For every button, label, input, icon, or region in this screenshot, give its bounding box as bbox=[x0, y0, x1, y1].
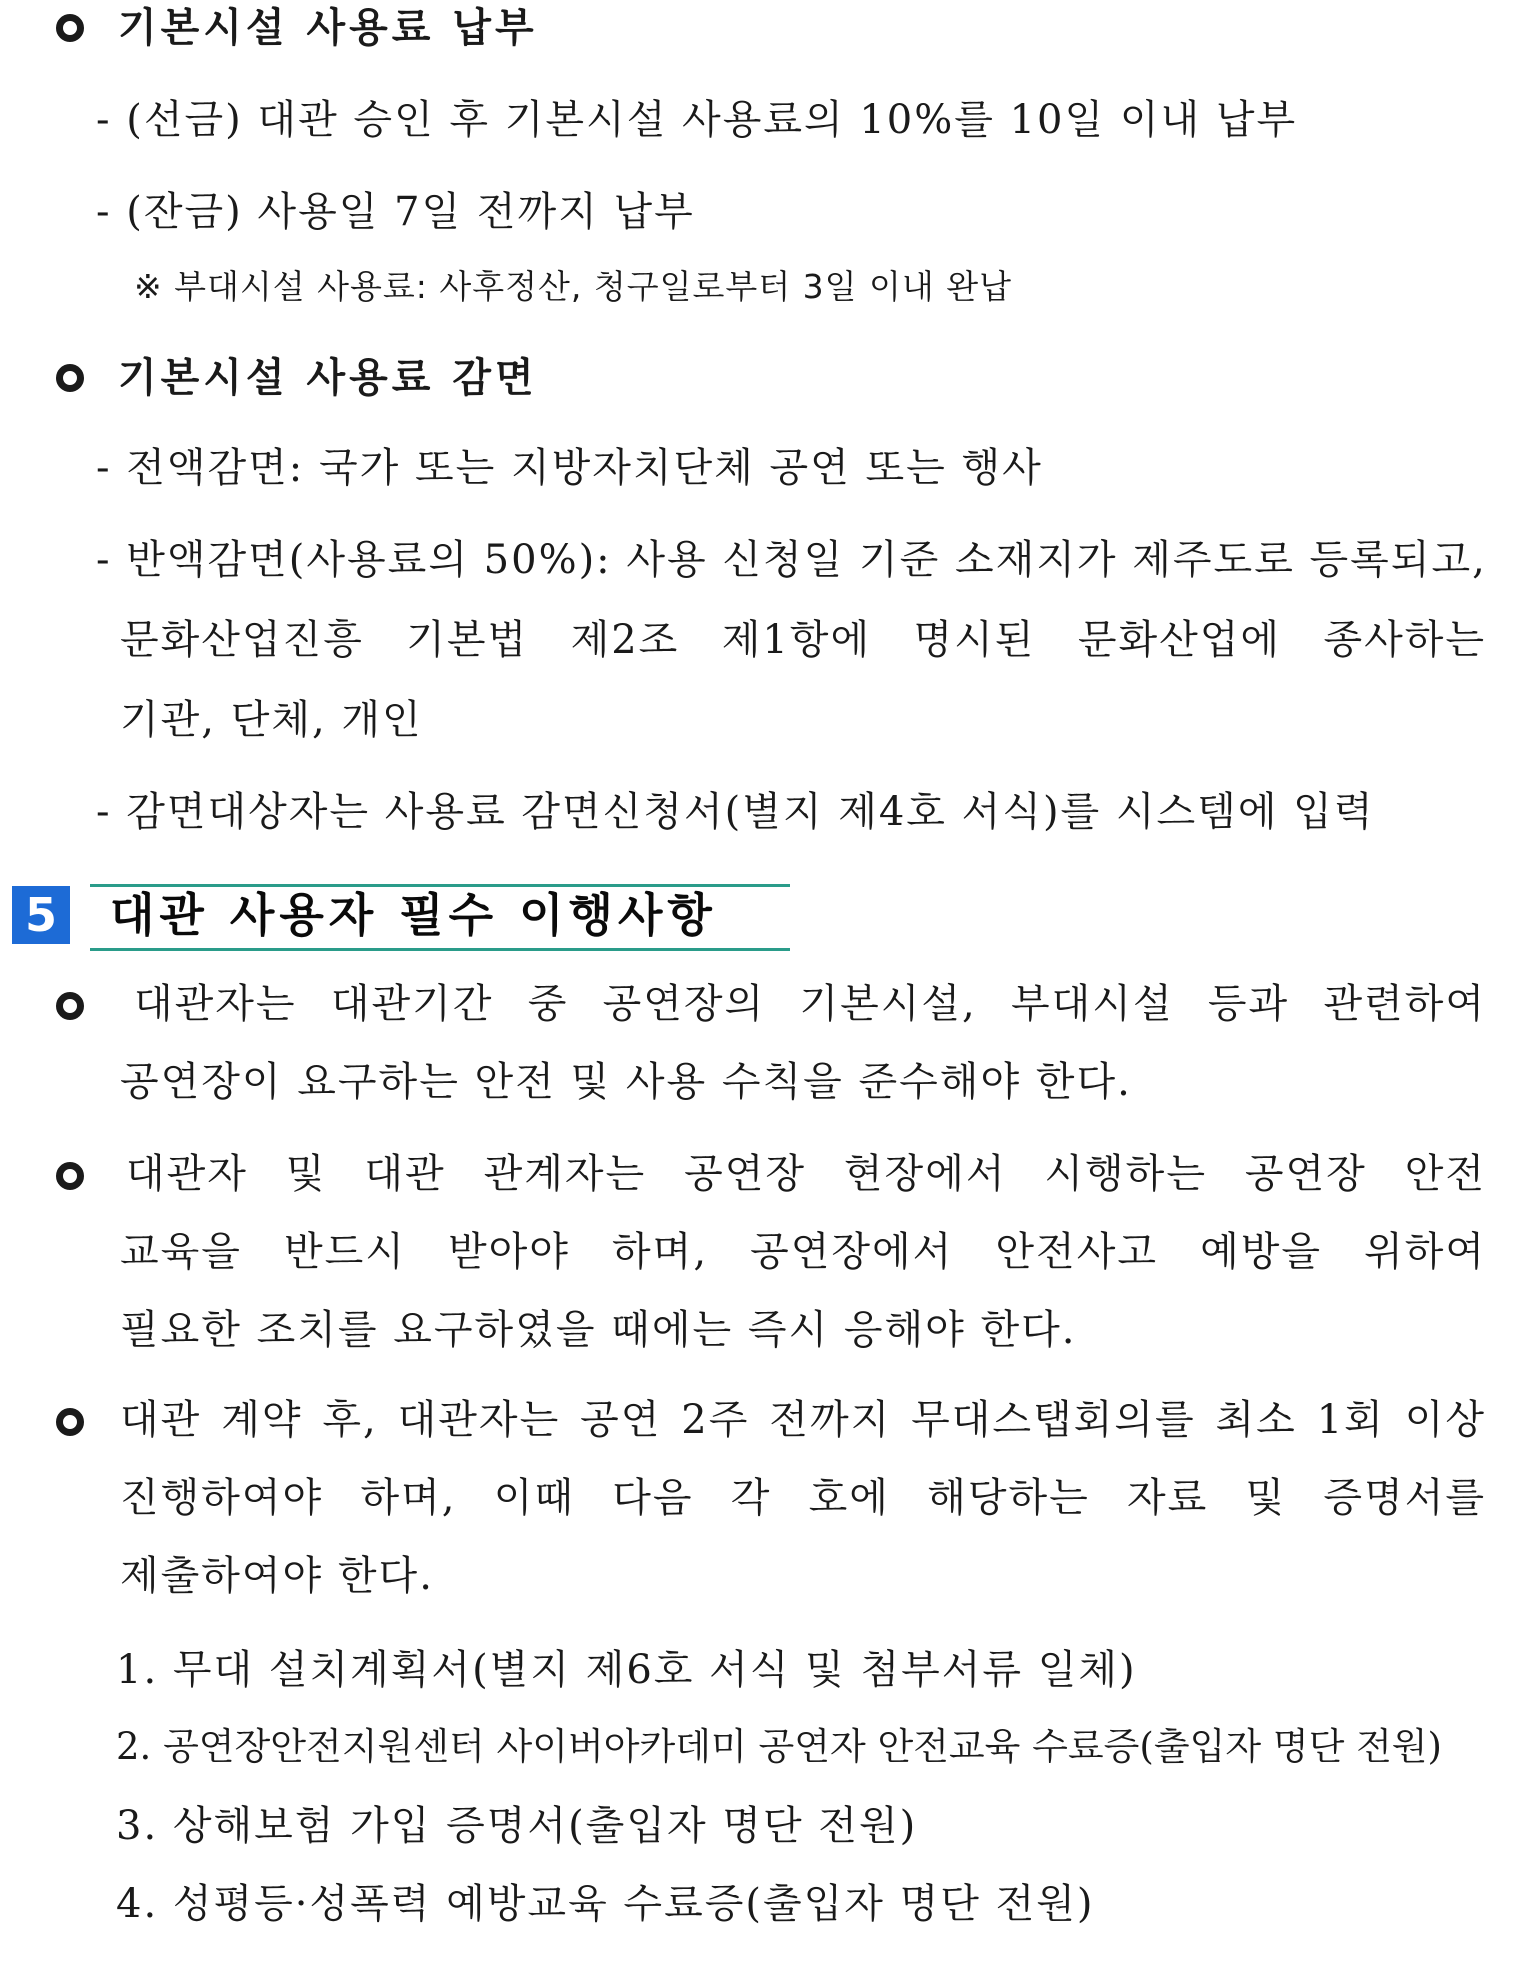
section-title: 대관 사용자 필수 이행사항 bbox=[110, 888, 717, 942]
reduction-line-full: - 전액감면: 국가 또는 지방자치단체 공연 또는 행사 bbox=[96, 445, 1043, 491]
duty-1-line-1: 대관자는 대관기간 중 공연장의 기본시설, 부대시설 등과 관련하여 bbox=[134, 981, 1486, 1027]
item-heading-fee-payment: 기본시설 사용료 납부 bbox=[118, 5, 538, 51]
item-heading-fee-reduction: 기본시설 사용료 감면 bbox=[118, 355, 538, 401]
document-item-4: 4. 성평등·성폭력 예방교육 수료증(출입자 명단 전원) bbox=[116, 1881, 1095, 1927]
duty-2-line-2: 교육을 반드시 받아야 하며, 공연장에서 안전사고 예방을 위하여 bbox=[120, 1229, 1486, 1275]
section-title-rule-bottom bbox=[90, 948, 790, 951]
fee-note: ※ 부대시설 사용료: 사후정산, 청구일로부터 3일 이내 완납 bbox=[134, 267, 1012, 306]
duty-3-line-3: 제출하여야 한다. bbox=[120, 1553, 434, 1599]
bullet-circle bbox=[56, 14, 84, 42]
bullet-circle bbox=[56, 1162, 84, 1190]
section-title-rule-top bbox=[90, 884, 790, 887]
duty-1-line-2: 공연장이 요구하는 안전 및 사용 수칙을 준수해야 한다. bbox=[120, 1059, 1132, 1105]
fee-line-deposit: - (선금) 대관 승인 후 기본시설 사용료의 10%를 10일 이내 납부 bbox=[96, 97, 1298, 143]
reduction-line-half: - 반액감면(사용료의 50%): 사용 신청일 기준 소재지가 제주도로 등록되고, bbox=[96, 537, 1487, 583]
document-item-2: 2. 공연장안전지원센터 사이버아카데미 공연자 안전교육 수료증(출입자 명단 전원) bbox=[116, 1725, 1442, 1768]
duty-3-line-1: 대관 계약 후, 대관자는 공연 2주 전까지 무대스탭회의를 최소 1회 이상 bbox=[120, 1397, 1486, 1443]
bullet-circle bbox=[56, 364, 84, 392]
section-number-badge: 5 bbox=[12, 886, 70, 944]
fee-line-balance: - (잔금) 사용일 7일 전까지 납부 bbox=[96, 189, 695, 235]
duty-2-line-1: 대관자 및 대관 관계자는 공연장 현장에서 시행하는 공연장 안전 bbox=[126, 1151, 1486, 1197]
duty-2-line-3: 필요한 조치를 요구하였을 때에는 즉시 응해야 한다. bbox=[120, 1307, 1077, 1353]
duty-3-line-2: 진행하여야 하며, 이때 다음 각 호에 해당하는 자료 및 증명서를 bbox=[120, 1475, 1486, 1521]
document-item-3: 3. 상해보험 가입 증명서(출입자 명단 전원) bbox=[116, 1803, 918, 1849]
reduction-line-application: - 감면대상자는 사용료 감면신청서(별지 제4호 서식)를 시스템에 입력 bbox=[96, 789, 1375, 835]
reduction-line-half-end: 기관, 단체, 개인 bbox=[120, 697, 423, 743]
reduction-line-half-cont: 문화산업진흥 기본법 제2조 제1항에 명시된 문화산업에 종사하는 bbox=[120, 617, 1486, 663]
bullet-circle bbox=[56, 992, 84, 1020]
bullet-circle bbox=[56, 1408, 84, 1436]
document-item-1: 1. 무대 설치계획서(별지 제6호 서식 및 첨부서류 일체) bbox=[116, 1647, 1137, 1693]
